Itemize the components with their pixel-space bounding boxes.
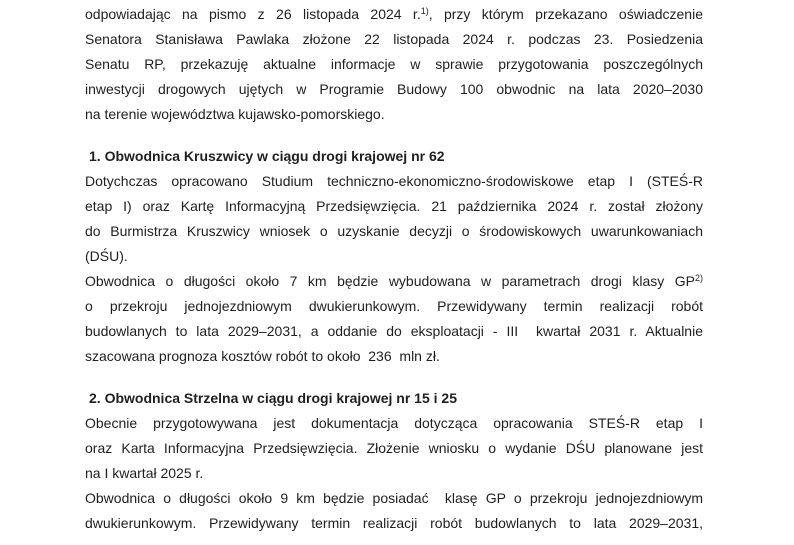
- text-segment: o przekroju jednojezdniowym dwukierunkowym. Przewidywany termin realizacji robót: [85, 298, 703, 314]
- document-line: [85, 102, 703, 127]
- text-segment: Obecnie przygotowywana jest dokumentacja dotycząca opracowania STEŚ-R etap I: [85, 415, 703, 431]
- text-segment: Obwodnica o długości około 9 km będzie posiadać klasę GP o przekroju jednojezdniowym: [85, 490, 703, 506]
- text-segment: Senatu RP, przekazuję aktualne informacje w sprawie przygotowania poszczególnych: [85, 56, 703, 72]
- document-line: [85, 294, 703, 319]
- paragraph: [85, 2, 703, 127]
- text-segment: inwestycji drogowych ujętych w Programie Budowy 100 obwodnic na lata 2020–2030: [85, 81, 703, 97]
- document-line: [85, 436, 703, 461]
- document-line: [85, 486, 703, 511]
- footnote-reference: 1): [420, 6, 429, 16]
- text-segment: budowlanych to lata 2029–2031, a oddanie do eksploatacji - III kwartał 2031 r. Aktualnie: [85, 323, 703, 339]
- document-line: [85, 194, 703, 219]
- document-line: [85, 344, 703, 369]
- document-line: [85, 77, 703, 102]
- text-segment: szacowana prognoza kosztów robót to około 236 mln zł.: [85, 348, 440, 364]
- document-line: [85, 244, 703, 269]
- document-line: [85, 319, 703, 344]
- section-heading: 1. Obwodnica Kruszwicy w ciągu drogi krajowej nr 62: [89, 148, 445, 164]
- paragraph: [85, 486, 703, 536]
- document-line: [85, 52, 703, 77]
- section-heading: 2. Obwodnica Strzelna w ciągu drogi krajowej nr 15 i 25: [89, 390, 457, 406]
- text-segment: na terenie województwa kujawsko-pomorskiego.: [85, 106, 385, 122]
- footnote-reference: 2): [694, 273, 703, 283]
- document-line: [85, 2, 703, 27]
- text-segment: oraz Karta Informacyjna Przedsięwzięcia. Złożenie wniosku o wydanie DŚU planowane jest: [85, 440, 703, 456]
- document-content: [85, 2, 703, 536]
- document-line: [85, 511, 703, 536]
- document-line: [85, 27, 703, 52]
- text-segment: Senatora Stanisława Pawlaka złożone 22 listopada 2024 r. podczas 23. Posiedzenia: [85, 31, 703, 47]
- document-line: [85, 269, 703, 294]
- text-segment: , przy którym przekazano oświadczenie: [428, 6, 703, 22]
- document-line: [85, 219, 703, 244]
- document-line: [85, 411, 703, 436]
- text-segment: Dotychczas opracowano Studium techniczno-ekonomiczno-środowiskowe etap I (STEŚ-R: [85, 173, 703, 189]
- text-segment: do Burmistrza Kruszwicy wniosek o uzyskanie decyzji o środowiskowych uwarunkowaniach: [85, 223, 703, 239]
- text-segment: dwukierunkowym. Przewidywany termin realizacji robót budowlanych to lata 2029–2031,: [85, 515, 703, 531]
- text-segment: odpowiadając na pismo z 26 listopada 2024 r.: [85, 6, 421, 22]
- paragraph: [85, 411, 703, 486]
- text-segment: na I kwartał 2025 r.: [85, 465, 204, 481]
- document-line: [85, 461, 703, 486]
- paragraph: [85, 169, 703, 269]
- document-line: [85, 169, 703, 194]
- paragraph: [85, 269, 703, 369]
- text-segment: etap I) oraz Kartę Informacyjną Przedsięwzięcia. 21 października 2024 r. został złożony: [85, 198, 703, 214]
- text-segment: Obwodnica o długości około 7 km będzie wybudowana w parametrach drogi klasy GP: [85, 273, 695, 289]
- text-segment: (DŚU).: [85, 248, 128, 264]
